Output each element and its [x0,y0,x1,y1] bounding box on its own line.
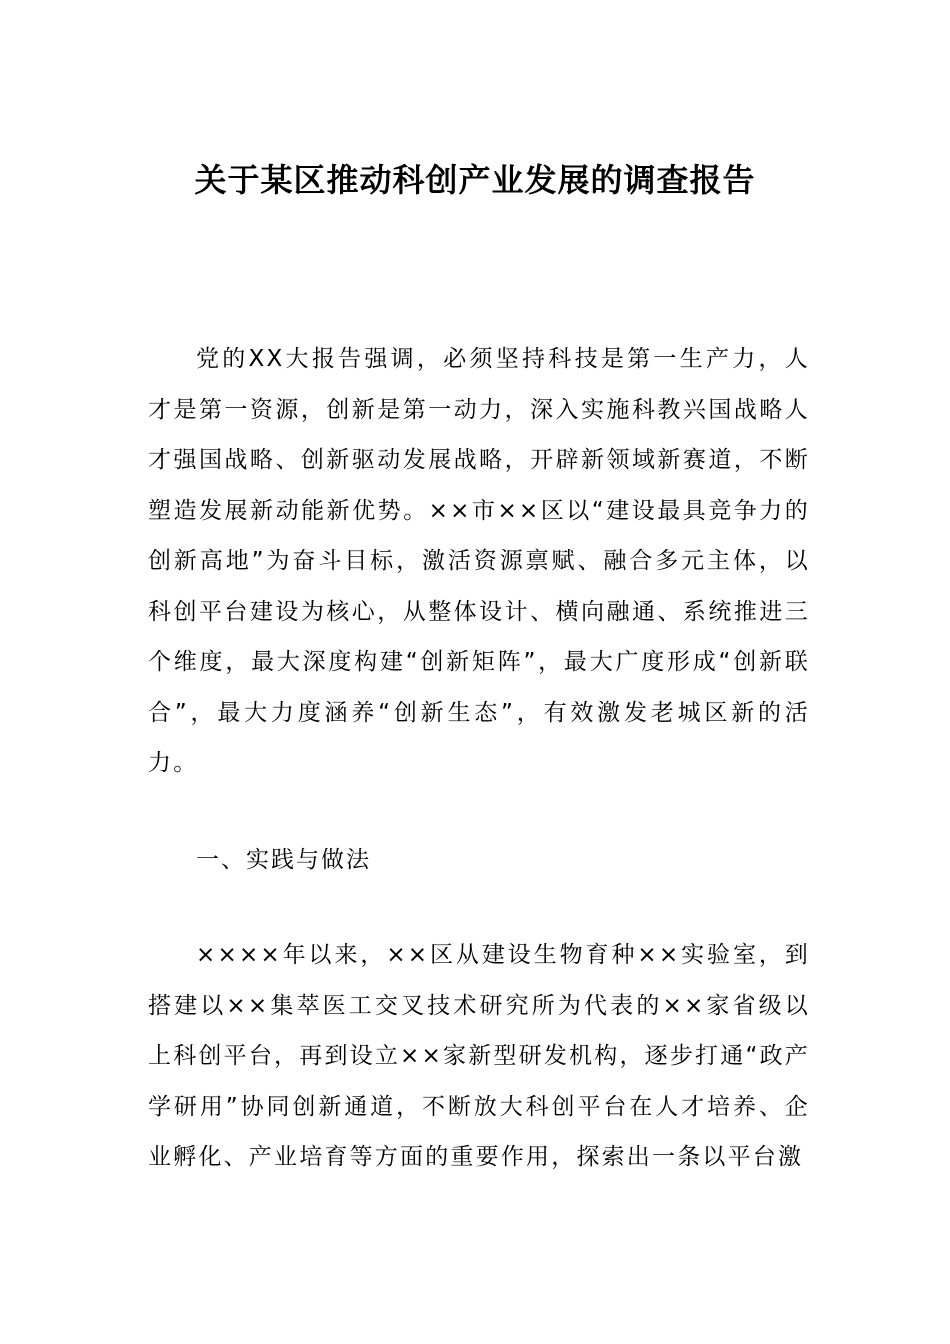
body-paragraph: ××××年以来，××区从建设生物育种××实验室，到搭建以××集萃医工交叉技术研究所为代表的××家省级以上科创平台，再到设立××家新型研发机构，逐步打通“政产学研用”协同创新通道，不断放大科创平台在人才培养、企业孵化、产业培育等方面的重要作用，探索出一条以平台激 [148,942,810,1170]
document-title: 关于某区推动科创产业发展的调查报告 [194,161,756,199]
section-heading: 一、实践与做法 [196,847,371,873]
intro-paragraph: 党的XX大报告强调，必须坚持科技是第一生产力，人才是第一资源，创新是第一动力，深入实施科教兴国战略人才强国战略、创新驱动发展战略，开辟新领域新赛道，不断塑造发展新动能新优势。××市××区以“建设最具竞争力的创新高地”为奋斗目标，激活资源禀赋、融合多元主体，以科创平台建设为核心，从整体设计、横向融通、系统推进三个维度，最大深度构建“创新矩阵”，最大广度形成“创新联合”，最大力度涵养“创新生态”，有效激发老城区新的活力。 [148,346,810,776]
